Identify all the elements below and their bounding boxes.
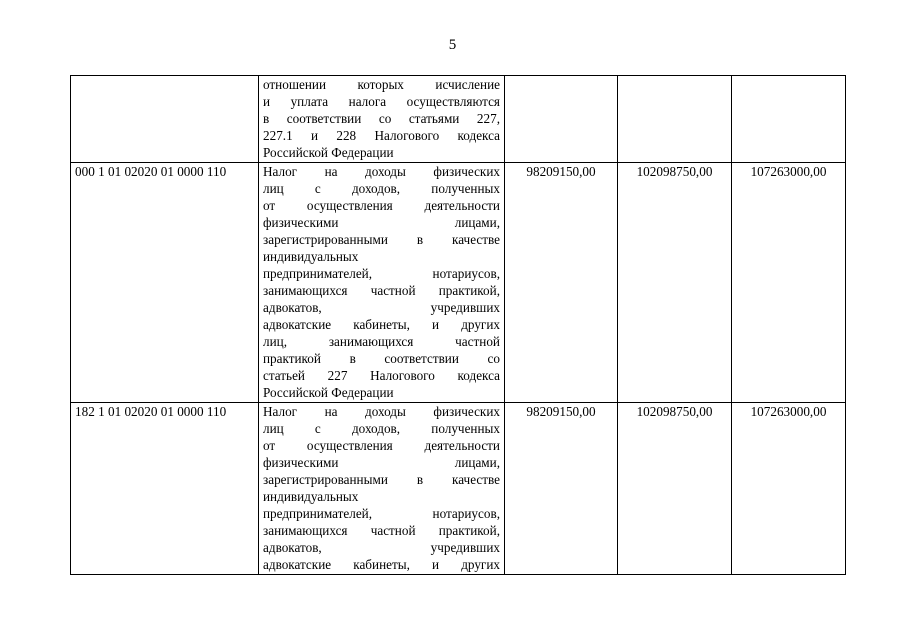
revenue-name-cell: [259, 403, 505, 575]
name-line: адвокатов, учредивших: [263, 300, 500, 315]
budget-code-cell: [71, 76, 259, 163]
revenue-name-cell: [259, 163, 505, 403]
name-line: физическими лицами,: [263, 455, 500, 470]
name-line: статьей 227 Налогового кодекса: [263, 368, 500, 383]
name-line: отношении которых исчисление: [263, 77, 500, 92]
name-line: предпринимателей, нотариусов,: [263, 506, 500, 521]
name-line: зарегистрированными в качестве: [263, 232, 500, 247]
name-line: и уплата налога осуществляются: [263, 94, 500, 109]
name-line: лиц с доходов, полученных: [263, 181, 500, 196]
amount-cell-year-3: 107263000,00: [732, 163, 846, 403]
table-row: [71, 76, 846, 163]
name-line: Налог на доходы физических: [263, 404, 500, 419]
name-line: лиц, занимающихся частной: [263, 334, 500, 349]
table-row: [71, 403, 846, 575]
page-number: 5: [448, 37, 457, 53]
amount-cell-year-3: [732, 76, 846, 163]
name-line: от осуществления деятельности: [263, 198, 500, 213]
amount-cell-year-3: 107263000,00: [732, 403, 846, 575]
amount-cell-year-1: [505, 76, 618, 163]
budget-code-cell: 182 1 01 02020 01 0000 110: [71, 403, 259, 575]
name-line: в соответствии со статьями 227,: [263, 111, 500, 126]
amount-cell-year-2: 102098750,00: [618, 163, 732, 403]
amount-cell-year-2: [618, 76, 732, 163]
name-line: предпринимателей, нотариусов,: [263, 266, 500, 281]
name-line: от осуществления деятельности: [263, 438, 500, 453]
name-line: Российской Федерации: [263, 145, 394, 160]
name-line: зарегистрированными в качестве: [263, 472, 500, 487]
name-line: индивидуальных: [263, 249, 359, 264]
budget-code-cell: 000 1 01 02020 01 0000 110: [71, 163, 259, 403]
amount-cell-year-2: 102098750,00: [618, 403, 732, 575]
name-line: Российской Федерации: [263, 385, 394, 400]
name-line: занимающихся частной практикой,: [263, 283, 500, 298]
amount-cell-year-1: 98209150,00: [505, 403, 618, 575]
table-row: [71, 163, 846, 403]
name-line: 227.1 и 228 Налогового кодекса: [263, 128, 500, 143]
name-line: индивидуальных: [263, 489, 359, 504]
name-line: Налог на доходы физических: [263, 164, 500, 179]
name-line: физическими лицами,: [263, 215, 500, 230]
name-line: практикой в соответствии со: [263, 351, 500, 366]
name-line: занимающихся частной практикой,: [263, 523, 500, 538]
amount-cell-year-1: 98209150,00: [505, 163, 618, 403]
budget-revenue-table: [70, 75, 846, 575]
name-line: адвокатские кабинеты, и других: [263, 557, 500, 572]
name-line: адвокатов, учредивших: [263, 540, 500, 555]
name-line: лиц с доходов, полученных: [263, 421, 500, 436]
revenue-name-cell: [259, 76, 505, 163]
name-line: адвокатские кабинеты, и других: [263, 317, 500, 332]
